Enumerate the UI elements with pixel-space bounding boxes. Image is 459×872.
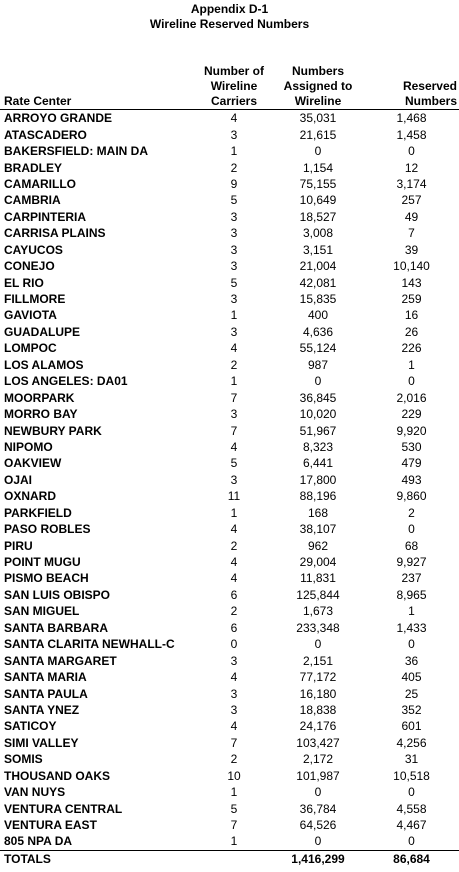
carriers-cell: 3 — [230, 242, 238, 257]
reserved-cell: 1,458 — [396, 127, 427, 142]
assigned-cell: 64,526 — [299, 818, 337, 833]
rate-center-cell: PIRU — [4, 538, 33, 553]
rate-center-cell: BRADLEY — [4, 160, 63, 175]
table-row — [0, 652, 459, 668]
carriers-cell: 3 — [230, 209, 238, 224]
reserved-cell: 2,016 — [396, 390, 427, 405]
carriers-cell: 2 — [230, 604, 238, 619]
reserved-cell: 36 — [404, 653, 419, 668]
table-row — [0, 307, 459, 323]
table-row — [0, 735, 459, 751]
carriers-cell: 1 — [230, 308, 238, 323]
carriers-cell: 10 — [227, 768, 241, 783]
table-row — [0, 505, 459, 521]
table-row — [0, 685, 459, 701]
header-assigned-line: Numbers — [291, 64, 344, 78]
rate-center-cell: VAN NUYS — [4, 785, 66, 800]
table-row — [0, 833, 459, 850]
carriers-cell: 2 — [230, 160, 238, 175]
carriers-cell: 4 — [230, 719, 238, 734]
rate-center-cell: SANTA MARIA — [4, 670, 87, 685]
rate-center-cell: GAVIOTA — [4, 308, 57, 323]
rate-center-cell: SATICOY — [4, 719, 57, 734]
document-subtitle: Wireline Reserved Numbers — [149, 17, 310, 31]
carriers-cell: 2 — [230, 538, 238, 553]
reserved-cell: 26 — [404, 324, 419, 339]
reserved-cell: 9,927 — [396, 555, 427, 570]
carriers-cell: 7 — [230, 818, 238, 833]
totals-label: TOTALS — [0, 850, 196, 867]
header-carriers — [196, 64, 272, 110]
header-carriers-line: Wireline — [210, 79, 258, 93]
rate-center-cell: SAN LUIS OBISPO — [4, 587, 111, 602]
assigned-cell: 36,845 — [299, 390, 337, 405]
table-row — [0, 291, 459, 307]
reserved-cell: 10,518 — [393, 768, 430, 783]
reserved-cell: 3,174 — [396, 176, 427, 191]
reserved-cell: 229 — [401, 407, 422, 422]
reserved-cell: 0 — [408, 144, 415, 159]
reserved-cell: 2 — [408, 505, 415, 520]
table-row — [0, 406, 459, 422]
rate-center-cell: OJAI — [4, 472, 33, 487]
carriers-cell: 7 — [230, 390, 238, 405]
table-row — [0, 225, 459, 241]
reserved-cell: 143 — [401, 275, 422, 290]
reserved-cell: 16 — [404, 308, 419, 323]
table-row — [0, 554, 459, 570]
rate-center-cell: LOS ALAMOS — [4, 357, 84, 372]
table-row — [0, 324, 459, 340]
carriers-cell: 3 — [230, 259, 238, 274]
rate-center-cell: CARRISA PLAINS — [4, 226, 106, 241]
reserved-cell: 4,467 — [396, 818, 427, 833]
carriers-cell: 2 — [230, 752, 238, 767]
carriers-cell: 5 — [230, 801, 238, 816]
table-row — [0, 521, 459, 537]
table-row — [0, 751, 459, 767]
carriers-cell: 4 — [230, 341, 238, 356]
reserved-cell: 601 — [401, 719, 422, 734]
totals-assigned: 1,416,299 — [272, 850, 364, 867]
rate-center-cell: ATASCADERO — [4, 127, 87, 142]
carriers-cell: 5 — [230, 456, 238, 471]
carriers-cell: 7 — [230, 735, 238, 750]
carriers-cell: 5 — [230, 193, 238, 208]
carriers-cell: 3 — [230, 407, 238, 422]
rate-center-cell: LOS ANGELES: DA01 — [4, 374, 128, 389]
table-row — [0, 340, 459, 356]
assigned-cell: 8,323 — [302, 439, 334, 454]
rate-center-cell: MOORPARK — [4, 390, 75, 405]
header-reserved — [364, 64, 459, 110]
table-row — [0, 110, 459, 127]
rate-center-cell: VENTURA EAST — [4, 818, 97, 833]
assigned-cell: 0 — [314, 374, 322, 389]
assigned-cell: 6,441 — [302, 456, 334, 471]
assigned-cell: 36,784 — [299, 801, 337, 816]
carriers-cell: 1 — [230, 144, 238, 159]
table-row — [0, 274, 459, 290]
assigned-cell: 75,155 — [299, 176, 337, 191]
reserved-cell: 493 — [401, 472, 422, 487]
table-row — [0, 718, 459, 734]
carriers-cell: 4 — [230, 555, 238, 570]
reserved-cell: 1 — [408, 604, 415, 619]
table-row — [0, 143, 459, 159]
carriers-cell: 3 — [230, 324, 238, 339]
rate-center-cell: OXNARD — [4, 489, 57, 504]
table-row — [0, 620, 459, 636]
carriers-cell: 4 — [230, 670, 238, 685]
carriers-cell: 6 — [230, 620, 238, 635]
assigned-cell: 1,154 — [302, 160, 334, 175]
assigned-cell: 29,004 — [299, 555, 337, 570]
rate-center-cell: OAKVIEW — [4, 456, 62, 471]
assigned-cell: 962 — [307, 538, 329, 553]
header-assigned-line: Wireline — [294, 94, 342, 108]
carriers-cell: 0 — [230, 637, 238, 652]
reserved-cell: 0 — [408, 522, 415, 537]
carriers-cell: 11 — [227, 489, 241, 504]
carriers-cell: 3 — [230, 472, 238, 487]
assigned-cell: 10,020 — [299, 407, 337, 422]
reserved-cell: 226 — [401, 341, 422, 356]
assigned-cell: 0 — [314, 144, 322, 159]
table-row — [0, 422, 459, 438]
table-row — [0, 800, 459, 816]
rate-center-cell: SIMI VALLEY — [4, 735, 79, 750]
assigned-cell: 1,673 — [302, 604, 334, 619]
carriers-cell: 1 — [230, 785, 238, 800]
table-row — [0, 817, 459, 833]
table-row — [0, 669, 459, 685]
carriers-cell: 1 — [230, 505, 238, 520]
assigned-cell: 18,527 — [299, 209, 337, 224]
header-rate-center-label: Rate Center — [4, 94, 72, 108]
table-row — [0, 439, 459, 455]
table-row — [0, 537, 459, 553]
table-row — [0, 126, 459, 142]
carriers-cell: 3 — [230, 127, 238, 142]
assigned-cell: 38,107 — [299, 522, 337, 537]
reserved-cell: 1,433 — [396, 620, 427, 635]
table-header-row — [0, 64, 459, 110]
totals-reserved: 86,684 — [364, 850, 459, 867]
carriers-cell: 4 — [230, 111, 238, 126]
reserved-cell: 257 — [401, 193, 422, 208]
table-row — [0, 603, 459, 619]
assigned-cell: 0 — [314, 637, 322, 652]
rate-center-cell: SOMIS — [4, 752, 43, 767]
assigned-cell: 125,844 — [296, 587, 340, 602]
reserved-cell: 49 — [404, 209, 419, 224]
reserved-cell: 479 — [401, 456, 422, 471]
carriers-cell: 2 — [230, 357, 238, 372]
assigned-cell: 15,835 — [299, 292, 337, 307]
rate-center-cell: VENTURA CENTRAL — [4, 801, 123, 816]
carriers-cell: 1 — [230, 374, 238, 389]
rate-center-cell: NEWBURY PARK — [4, 423, 102, 438]
header-carriers-line: Number of — [204, 64, 264, 78]
rate-center-cell: CAYUCOS — [4, 242, 63, 257]
header-assigned-line: Assigned to — [283, 79, 353, 93]
assigned-cell: 11,831 — [300, 571, 336, 586]
rate-center-cell: SANTA CLARITA NEWHALL-C — [4, 637, 175, 652]
rate-center-cell: CONEJO — [4, 259, 55, 274]
rate-center-cell: PASO ROBLES — [4, 522, 91, 537]
header-reserved-line: Numbers — [404, 94, 457, 108]
table-row — [0, 784, 459, 800]
assigned-cell: 18,838 — [299, 702, 337, 717]
carriers-cell: 3 — [230, 653, 238, 668]
rate-center-cell: 805 NPA DA — [4, 834, 73, 849]
reserved-cell: 12 — [404, 160, 419, 175]
header-assigned — [272, 64, 364, 110]
rate-center-cell: ARROYO GRANDE — [4, 111, 113, 126]
table-row — [0, 488, 459, 504]
assigned-cell: 17,800 — [299, 472, 337, 487]
carriers-cell: 3 — [230, 292, 238, 307]
header-rate-center — [0, 64, 196, 110]
reserved-numbers-table — [0, 64, 459, 867]
table-row — [0, 768, 459, 784]
reserved-cell: 0 — [408, 374, 415, 389]
reserved-cell: 9,860 — [396, 489, 427, 504]
assigned-cell: 4,636 — [302, 324, 334, 339]
assigned-cell: 3,008 — [302, 226, 334, 241]
rate-center-cell: PISMO BEACH — [4, 571, 89, 586]
assigned-cell: 21,004 — [299, 259, 337, 274]
rate-center-cell: LOMPOC — [4, 341, 57, 356]
table-row — [0, 209, 459, 225]
table-row — [0, 587, 459, 603]
rate-center-cell: SANTA YNEZ — [4, 702, 80, 717]
assigned-cell: 400 — [307, 308, 329, 323]
reserved-cell: 39 — [404, 242, 419, 257]
assigned-cell: 42,081 — [299, 275, 337, 290]
assigned-cell: 51,967 — [299, 423, 337, 438]
reserved-cell: 1 — [408, 357, 415, 372]
table-row — [0, 159, 459, 175]
assigned-cell: 77,172 — [299, 670, 337, 685]
table-row — [0, 192, 459, 208]
rate-center-cell: NIPOMO — [4, 439, 53, 454]
carriers-cell: 5 — [230, 275, 238, 290]
carriers-cell: 3 — [230, 226, 238, 241]
reserved-cell: 259 — [401, 292, 422, 307]
reserved-cell: 405 — [401, 670, 422, 685]
assigned-cell: 987 — [307, 357, 329, 372]
reserved-cell: 68 — [404, 538, 419, 553]
reserved-cell: 8,965 — [396, 587, 427, 602]
totals-carriers — [196, 850, 272, 867]
rate-center-cell: SANTA MARGARET — [4, 653, 117, 668]
header-carriers-line: Carriers — [210, 94, 258, 108]
rate-center-cell: CARPINTERIA — [4, 209, 87, 224]
reserved-cell: 0 — [408, 785, 415, 800]
table-row — [0, 242, 459, 258]
assigned-cell: 0 — [314, 834, 322, 849]
rate-center-cell: CAMBRIA — [4, 193, 61, 208]
carriers-cell: 6 — [230, 587, 238, 602]
rate-center-cell: SANTA BARBARA — [4, 620, 108, 635]
assigned-cell: 35,031 — [299, 111, 337, 126]
assigned-cell: 233,348 — [296, 620, 340, 635]
assigned-cell: 103,427 — [296, 735, 340, 750]
rate-center-cell: FILLMORE — [4, 292, 66, 307]
table-row — [0, 357, 459, 373]
assigned-cell: 88,196 — [299, 489, 337, 504]
rate-center-cell: THOUSAND OAKS — [4, 768, 111, 783]
rate-center-cell: CAMARILLO — [4, 176, 76, 191]
assigned-cell: 24,176 — [299, 719, 337, 734]
assigned-cell: 101,987 — [296, 768, 340, 783]
table-row — [0, 176, 459, 192]
carriers-cell: 9 — [230, 176, 238, 191]
carriers-cell: 3 — [230, 702, 238, 717]
assigned-cell: 10,649 — [299, 193, 337, 208]
assigned-cell: 55,124 — [299, 341, 337, 356]
reserved-cell: 0 — [408, 637, 415, 652]
reserved-cell: 4,256 — [396, 735, 427, 750]
reserved-cell: 530 — [401, 439, 422, 454]
reserved-cell: 9,920 — [396, 423, 427, 438]
assigned-cell: 2,151 — [302, 653, 334, 668]
assigned-cell: 16,180 — [299, 686, 337, 701]
reserved-cell: 352 — [401, 702, 422, 717]
table-row — [0, 636, 459, 652]
totals-row — [0, 850, 459, 867]
rate-center-cell: PARKFIELD — [4, 505, 72, 520]
rate-center-cell: EL RIO — [4, 275, 44, 290]
carriers-cell: 4 — [230, 522, 238, 537]
rate-center-cell: BAKERSFIELD: MAIN DA — [4, 144, 148, 159]
assigned-cell: 2,172 — [302, 752, 334, 767]
reserved-cell: 237 — [401, 571, 422, 586]
assigned-cell: 21,615 — [299, 127, 337, 142]
carriers-cell: 4 — [230, 571, 238, 586]
reserved-cell: 0 — [408, 834, 415, 849]
document-title: Appendix D-1 — [190, 2, 269, 16]
reserved-cell: 31 — [404, 752, 419, 767]
table-row — [0, 389, 459, 405]
reserved-cell: 10,140 — [393, 259, 430, 274]
carriers-cell: 3 — [230, 686, 238, 701]
table-row — [0, 702, 459, 718]
reserved-cell: 25 — [404, 686, 419, 701]
header-reserved-line: Reserved — [402, 79, 457, 93]
rate-center-cell: MORRO BAY — [4, 407, 78, 422]
table-row — [0, 472, 459, 488]
carriers-cell: 1 — [230, 834, 238, 849]
reserved-cell: 1,468 — [396, 111, 427, 126]
table-row — [0, 455, 459, 471]
table-body — [0, 110, 459, 851]
rate-center-cell: SANTA PAULA — [4, 686, 88, 701]
assigned-cell: 3,151 — [302, 242, 334, 257]
rate-center-cell: GUADALUPE — [4, 324, 81, 339]
reserved-cell: 7 — [408, 226, 415, 241]
rate-center-cell: SAN MIGUEL — [4, 604, 80, 619]
table-row — [0, 570, 459, 586]
rate-center-cell: POINT MUGU — [4, 555, 81, 570]
table-row — [0, 373, 459, 389]
carriers-cell: 7 — [230, 423, 238, 438]
reserved-cell: 4,558 — [396, 801, 427, 816]
carriers-cell: 4 — [230, 439, 238, 454]
assigned-cell: 0 — [314, 785, 322, 800]
assigned-cell: 168 — [307, 505, 329, 520]
table-row — [0, 258, 459, 274]
